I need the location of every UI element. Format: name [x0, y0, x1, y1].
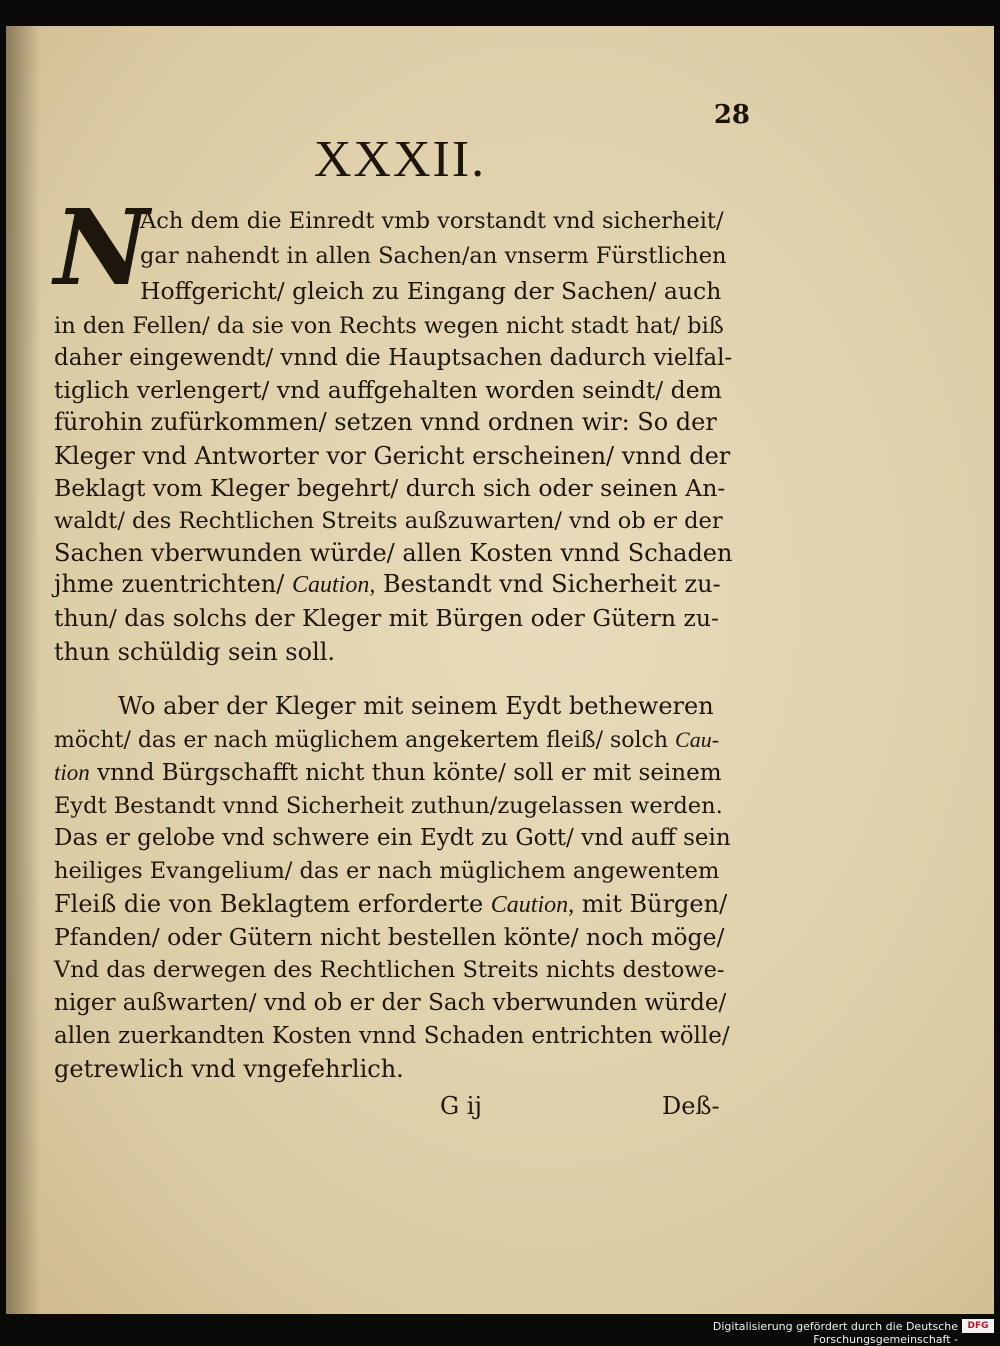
text-segment: möcht/ das er nach müglichem angekertem fleiß/ solch — [54, 728, 676, 753]
text-segment: Das er gelobe vnd schwere ein Eydt zu Gott/ vnd auff sein — [54, 825, 731, 851]
text-line — [54, 790, 732, 822]
text-line — [54, 472, 732, 504]
text-segment: thun schüldig sein soll. — [54, 638, 336, 666]
text-segment: mit Bürgen/ — [574, 890, 728, 918]
text-segment: Kleger vnd Antworter vor Gericht erscheinen/ vnnd der — [54, 442, 731, 470]
catchword: Deß- — [662, 1092, 720, 1120]
text-segment: daher eingewendt/ vnnd die Hauptsachen dadurch vielfal- — [54, 345, 733, 371]
text-line — [54, 888, 732, 920]
text-line — [54, 822, 732, 854]
text-line — [54, 505, 732, 537]
latin-term: tion — [54, 760, 90, 785]
dfg-logo: DFG — [962, 1319, 994, 1333]
text-line — [54, 724, 732, 756]
text-line — [140, 275, 732, 307]
text-segment: thun/ das solchs der Kleger mit Bürgen oder Gütern zu- — [54, 604, 719, 632]
text-segment: Beklagt vom Kleger begehrt/ durch sich oder seinen An- — [54, 474, 726, 502]
text-line — [54, 636, 732, 668]
text-line — [54, 602, 732, 634]
text-line — [54, 855, 732, 887]
text-line — [54, 537, 732, 569]
text-segment: Eydt Bestandt vnnd Sicherheit zuthun/zugelassen werden. — [54, 793, 723, 819]
text-segment: gar nahendt in allen Sachen/an vnserm Fürstlichen — [140, 243, 727, 269]
text-line — [54, 1053, 732, 1085]
text-line — [54, 440, 732, 472]
text-segment: Sachen vberwunden würde/ allen Kosten vnnd Schaden — [54, 539, 733, 567]
text-line — [54, 1020, 732, 1052]
latin-term: Caution, — [291, 572, 376, 598]
signature-mark: G ij — [440, 1092, 482, 1120]
text-segment: Ach dem die Einredt vmb vorstandt vnd sicherheit/ — [140, 208, 724, 234]
text-segment: jhme zuentrichten/ — [54, 570, 292, 598]
text-segment: vnnd Bürgschafft nicht thun könte/ soll er mit seinem — [89, 760, 722, 786]
text-segment: in den Fellen/ da sie von Rechts wegen nicht stadt hat/ biß — [54, 313, 724, 339]
text-segment: Hoffgericht/ gleich zu Eingang der Sachen/ auch — [140, 277, 722, 305]
text-segment: niger außwarten/ vnd ob er der Sach vberwunden würde/ — [54, 990, 727, 1016]
text-segment: fürohin zufürkommen/ setzen vnnd ordnen wir: So der — [54, 408, 717, 436]
text-segment: getrewlich vnd vngefehrlich. — [54, 1055, 404, 1083]
text-line — [54, 310, 732, 342]
text-segment: tiglich verlengert/ vnd auffgehalten worden seindt/ dem — [54, 376, 722, 404]
text-segment: Fleiß die von Beklagtem erforderte — [54, 890, 491, 918]
text-line — [54, 342, 732, 374]
text-segment: Vnd das derwegen des Rechtlichen Streits nichts destowe- — [54, 957, 725, 983]
text-segment: Bestandt vnd Sicherheit zu- — [375, 570, 721, 598]
text-line — [140, 205, 732, 237]
text-line — [54, 954, 732, 986]
text-line — [54, 374, 732, 406]
text-line — [54, 406, 732, 438]
text-segment: heiliges Evangelium/ das er nach müglichem angewentem — [54, 858, 720, 884]
binding-shadow — [6, 26, 40, 1314]
latin-term: Caution, — [490, 892, 575, 918]
latin-term: Cau- — [675, 727, 720, 752]
digitization-credit: Digitalisierung gefördert durch die Deutsche Forschungsgemeinschaft - — [712, 1320, 958, 1346]
text-segment: allen zuerkandten Kosten vnnd Schaden entrichten wölle/ — [54, 1023, 730, 1049]
text-line — [54, 568, 732, 600]
text-line — [118, 690, 732, 722]
text-line — [54, 987, 732, 1019]
text-segment: Wo aber der Kleger mit seinem Eydt betheweren — [118, 692, 714, 720]
page-number: 28 — [713, 100, 750, 130]
text-line — [54, 757, 732, 789]
text-line — [140, 240, 732, 272]
text-segment: Pfanden/ oder Gütern nicht bestellen könte/ noch möge/ — [54, 923, 725, 951]
text-segment: waldt/ des Rechtlichen Streits außzuwarten/ vnd ob er der — [54, 508, 723, 534]
chapter-heading: XXXII. — [313, 131, 487, 188]
drop-cap-initial: N — [54, 186, 150, 309]
text-line — [54, 921, 732, 953]
